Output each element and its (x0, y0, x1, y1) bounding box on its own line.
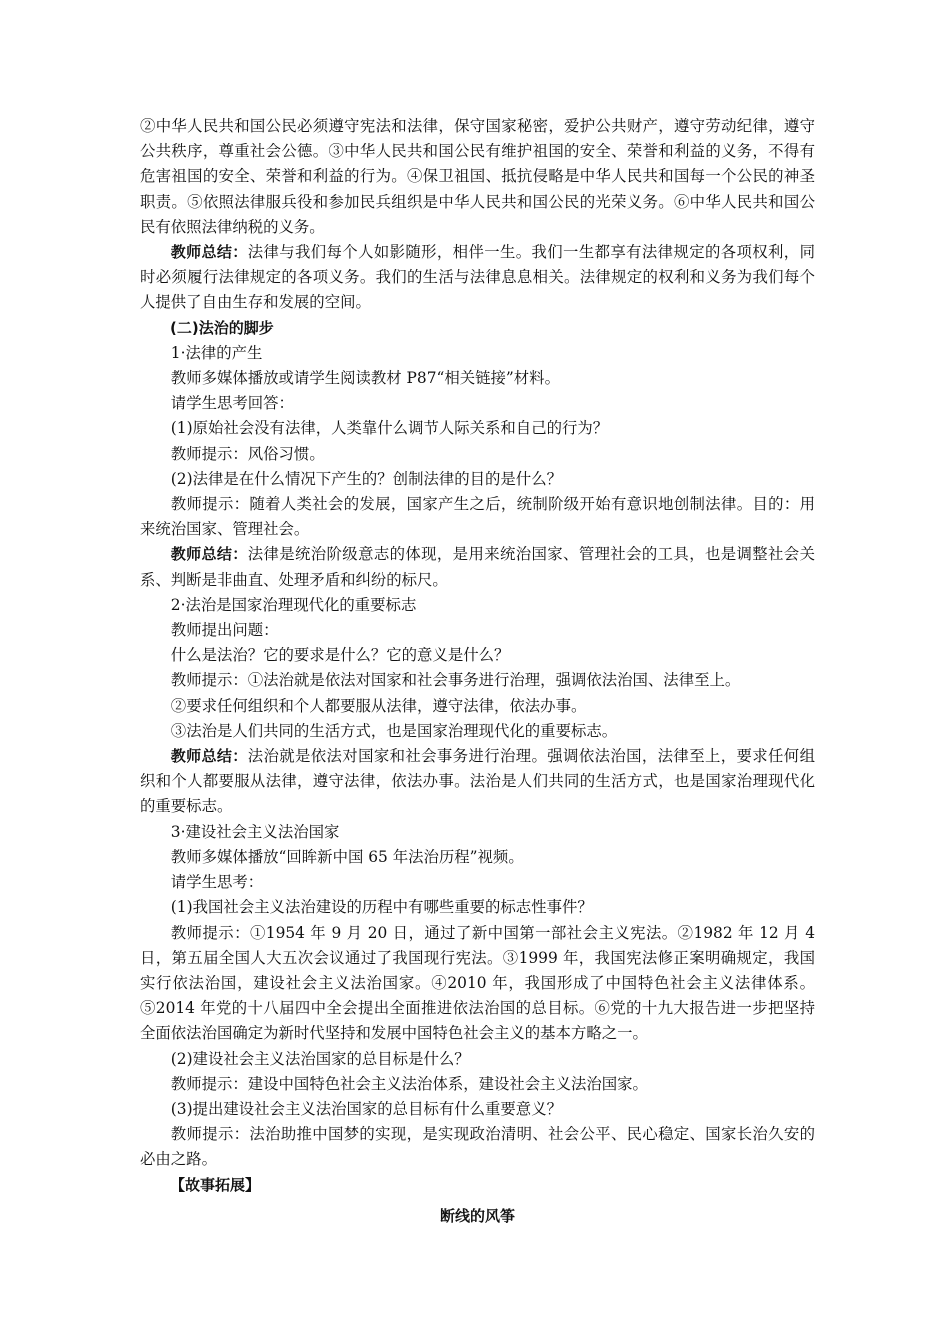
teacher-hint-3-item-2: ②要求任何组织和个人都要服从法律，遵守法律，依法办事。 (170, 696, 587, 715)
question-1: (1)原始社会没有法律，人类靠什么调节人际关系和自己的行为？ (170, 419, 609, 438)
paragraph-teacher-summary-1 (140, 240, 815, 316)
paragraph-multimedia-2: 教师多媒体播放“回眸新中国 65 年法治历程”视频。 (170, 847, 524, 866)
paragraph-citizen-duties: ②中华人民共和国公民必须遵守宪法和法律，保守国家秘密，爱护公共财产，遵守劳动纪律，遵守公共秩序，尊重社会公德。③中华人民共和国公民有维护祖国的安全、荣誉和利益的义务，不得有危害祖国的安全、荣誉和利益的行为。④保卫祖国、抵抗侵略是中华人民共和国每一个公民的神圣职责。⑤依照法律服兵役和参加民兵组织是中华人民共和国公民的光荣义务。⑥中华人民共和国公民有依照法律纳税的义务。 (140, 117, 815, 236)
subheading-build-socialist-rule: 3·建设社会主义法治国家 (170, 822, 340, 841)
paragraph-teacher-summary-2 (140, 542, 815, 592)
question-2: (2)法律是在什么情况下产生的？创制法律的目的是什么？ (170, 469, 562, 488)
teacher-summary-label: 教师总结： (170, 747, 248, 766)
teacher-summary-label: 教师总结： (170, 243, 248, 262)
paragraph-teacher-summary-3 (140, 744, 815, 820)
question-5: (3)提出建设社会主义法治国家的总目标有什么重要意义？ (170, 1099, 562, 1118)
teacher-hint-4: 教师提示：①1954 年 9 月 20 日，通过了新中国第一部社会主义宪法。②1982 年 12 月 4 日，第五届全国人大五次会议通过了我国现行宪法。③1999 年，我国宪法修正案明确规定，我国实行依法治国，建设社会主义法治国家。④2010 年，我国形成了中国特色社会主义法律体系。⑤2014 年党的十八届四中全会提出全面推进依法治国的总目标。⑥党的十九大报告进一步把坚持全面依法治国确定为新时代坚持和发展中国特色社会主义的基本方略之一。 (140, 923, 815, 1043)
subheading-origin-of-law: 1·法律的产生 (170, 343, 263, 362)
teacher-hint-6: 教师提示：法治助推中国梦的实现，是实现政治清明、社会公平、民心稳定、国家长治久安的必由之路。 (140, 1125, 815, 1169)
teacher-summary-text: 法律与我们每个人如影随形，相伴一生。我们一生都享有法律规定的各项权利，同时必须履行法律规定的各项义务。我们的生活与法律息息相关。法律规定的权利和义务为我们每个人提供了自由生存和发展的空间。 (140, 243, 815, 312)
subheading-rule-of-law-marker: 2·法治是国家治理现代化的重要标志 (170, 595, 417, 614)
paragraph-multimedia-1: 教师多媒体播放或请学生阅读教材 P87“相关链接”材料。 (170, 369, 560, 388)
story-extension-heading: 【故事拓展】 (170, 1175, 261, 1194)
paragraph-students-think-1: 请学生思考回答： (170, 394, 294, 413)
paragraph-students-think-2: 请学生思考： (170, 873, 264, 892)
teacher-hint-1: 教师提示：风俗习惯。 (170, 444, 325, 463)
section-heading-rule-of-law: (二)法治的脚步 (170, 318, 274, 337)
paragraph-teacher-asks: 教师提出问题： (170, 621, 279, 640)
question-what-is-rule-of-law: 什么是法治？它的要求是什么？它的意义是什么？ (170, 646, 510, 665)
teacher-hint-5: 教师提示：建设中国特色社会主义法治体系，建设社会主义法治国家。 (170, 1074, 648, 1093)
teacher-hint-3-item-3: ③法治是人们共同的生活方式，也是国家治理现代化的重要标志。 (170, 721, 618, 740)
teacher-summary-label: 教师总结： (170, 545, 248, 564)
question-4: (2)建设社会主义法治国家的总目标是什么？ (170, 1049, 470, 1068)
teacher-summary-text: 法治就是依法对国家和社会事务进行治理。强调依法治国，法律至上，要求任何组织和个人都要服从法律，遵守法律，依法办事。法治是人们共同的生活方式，也是国家治理现代化的重要标志。 (140, 747, 815, 816)
teacher-summary-text: 法律是统治阶级意志的体现，是用来统治国家、管理社会的工具，也是调整社会关系、判断是非曲直、处理矛盾和纠纷的标尺。 (140, 545, 815, 589)
teacher-hint-3: 教师提示：①法治就是依法对国家和社会事务进行治理，强调依法治国、法律至上。 (170, 671, 741, 690)
teacher-hint-2: 教师提示：随着人类社会的发展，国家产生之后，统制阶级开始有意识地创制法律。目的：用来统治国家、管理社会。 (140, 495, 815, 539)
question-3: (1)我国社会主义法治建设的历程中有哪些重要的标志性事件？ (170, 898, 593, 917)
story-title: 断线的风筝 (439, 1206, 515, 1225)
